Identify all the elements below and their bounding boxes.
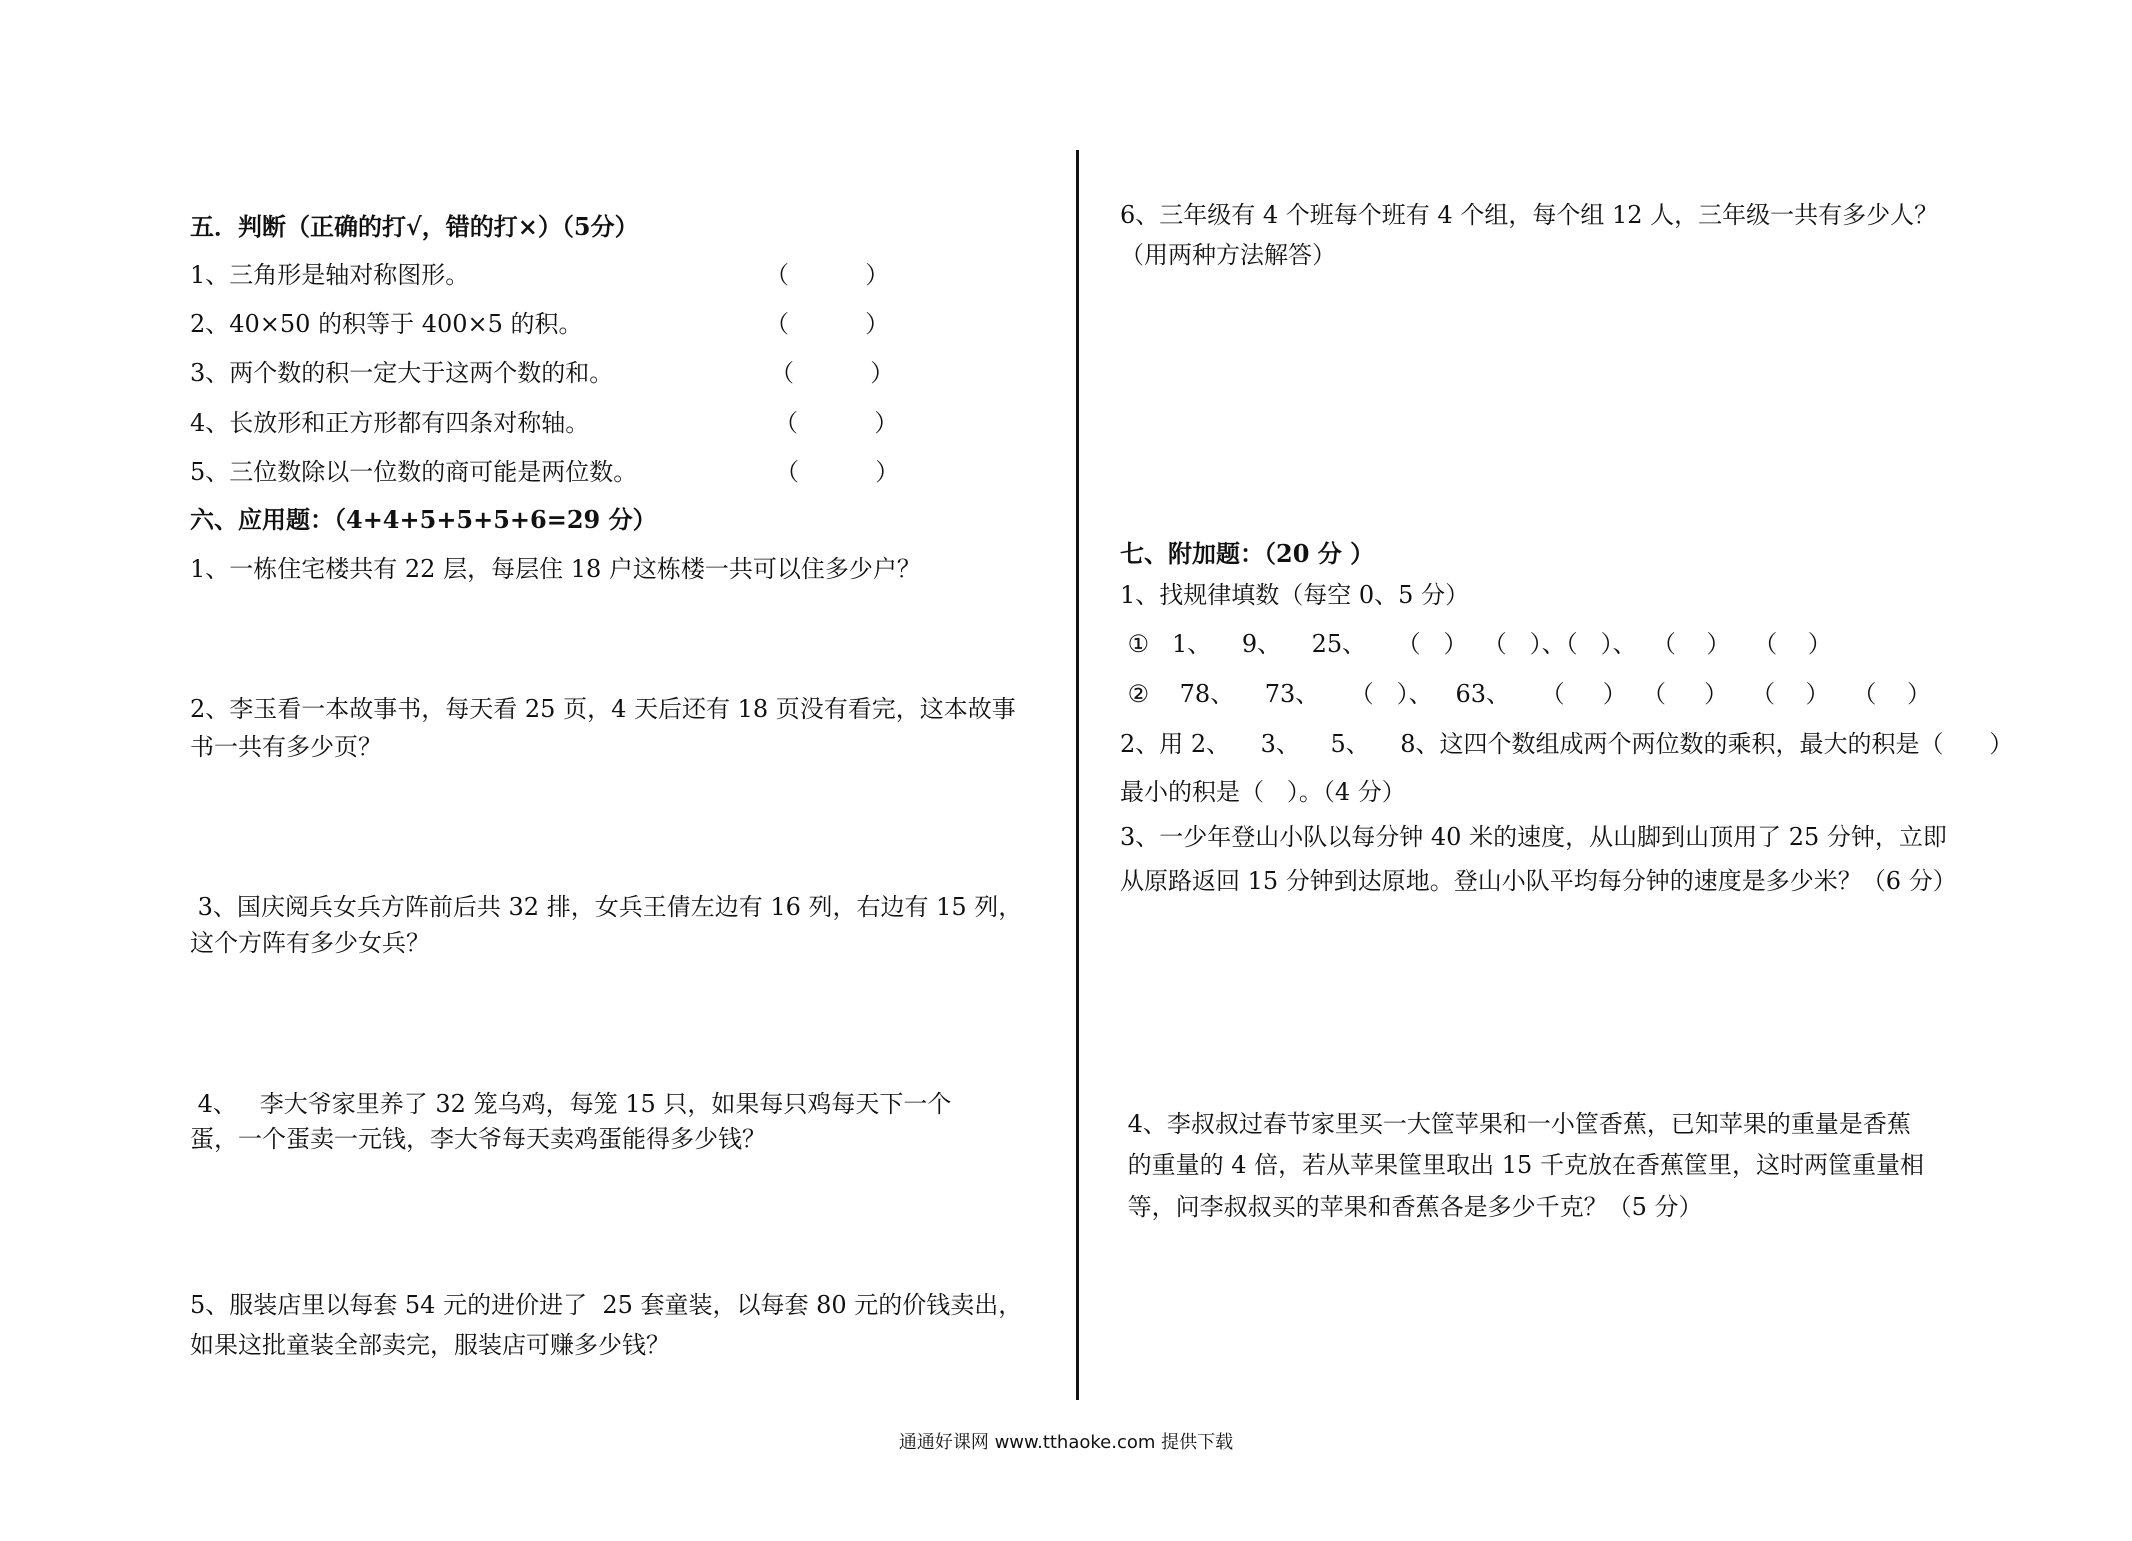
section7-title: 七、附加题：（20 分 ） — [1120, 539, 1375, 568]
judge-bracket-5: （ ） — [775, 458, 900, 486]
judge-bracket-1: （ ） — [765, 261, 890, 289]
judge-bracket-2: （ ） — [765, 310, 890, 338]
app-question-1: 1、一栋住宅楼共有 22 层，每层住 18 户这栋楼一共可以住多少户？ — [190, 555, 921, 583]
judge-item-2: 2、40×50 的积等于 400×5 的积。 — [190, 310, 583, 338]
app-question-6-line2: （用两种方法解答） — [1120, 241, 1336, 269]
judge-item-3: 3、两个数的积一定大于这两个数的和。 — [190, 359, 614, 387]
app-question-2-line1: 2、李玉看一本故事书，每天看 25 页，4 天后还有 18 页没有看完，这本故事 — [190, 695, 1016, 723]
bonus-question-3-line2: 从原路返回 15 分钟到达原地。登山小队平均每分钟的速度是多少米？（6 分） — [1120, 867, 1957, 895]
footer-source: 通通好课网 www.tthaoke.com 提供下载 — [898, 1432, 1234, 1453]
bonus-question-4-line3: 等，问李叔叔买的苹果和香蕉各是多少千克？（5 分） — [1120, 1193, 1703, 1221]
app-question-2-line2: 书一共有多少页？ — [190, 733, 382, 761]
bonus-question-4-line2: 的重量的 4 倍，若从苹果筐里取出 15 千克放在香蕉筐里，这时两筐重量相 — [1120, 1151, 1924, 1179]
app-question-6-line1: 6、三年级有 4 个班每个班有 4 个组，每个组 12 人，三年级一共有多少人？ — [1120, 201, 1939, 229]
judge-item-4: 4、长放形和正方形都有四条对称轴。 — [190, 409, 590, 437]
judge-bracket-3: （ ） — [770, 359, 895, 387]
app-question-3-line2: 这个方阵有多少女兵？ — [190, 929, 430, 957]
judge-item-5: 5、三位数除以一位数的商可能是两位数。 — [190, 458, 638, 486]
bonus-sequence-2: ② 78、 73、 （ ）、 63、 （ ） （ ） （ ） （ ） — [1120, 680, 1931, 708]
section6-title: 六、应用题：（4+4+5+5+5+6=29 分） — [190, 505, 657, 534]
app-question-3-line1: 3、国庆阅兵女兵方阵前后共 32 排，女兵王倩左边有 16 列，右边有 15 列， — [190, 893, 1023, 921]
column-divider — [1076, 150, 1079, 1400]
bonus-question-3-line1: 3、一少年登山小队以每分钟 40 米的速度，从山脚到山顶用了 25 分钟，立即 — [1120, 823, 1947, 851]
judge-bracket-4: （ ） — [774, 409, 899, 437]
app-question-4-line2: 蛋，一个蛋卖一元钱，李大爷每天卖鸡蛋能得多少钱？ — [190, 1125, 766, 1153]
section5-title: 五．判断（正确的打√，错的打×）（5分） — [190, 212, 639, 241]
bonus-question-1: 1、找规律填数（每空 0、5 分） — [1120, 581, 1470, 609]
app-question-4-line1: 4、 李大爷家里养了 32 笼乌鸡，每笼 15 只，如果每只鸡每天下一个 — [190, 1090, 952, 1118]
judge-item-1: 1、三角形是轴对称图形。 — [190, 261, 470, 289]
app-question-5-line1: 5、服装店里以每套 54 元的进价进了 25 套童装，以每套 80 元的价钱卖出， — [190, 1291, 1023, 1319]
bonus-question-2-line1: 2、用 2、 3、 5、 8、这四个数组成两个两位数的乘积，最大的积是（ ） — [1120, 730, 2014, 758]
bonus-question-4-line1: 4、李叔叔过春节家里买一大筐苹果和一小筐香蕉，已知苹果的重量是香蕉 — [1120, 1110, 1911, 1138]
app-question-5-line2: 如果这批童装全部卖完，服装店可赚多少钱？ — [190, 1331, 670, 1359]
bonus-question-2-line2: 最小的积是（ ）。（4 分） — [1120, 778, 1406, 806]
bonus-sequence-1: ① 1、 9、 25、 （ ） （ ）、（ ）、 （ ） （ ） — [1120, 630, 1832, 658]
